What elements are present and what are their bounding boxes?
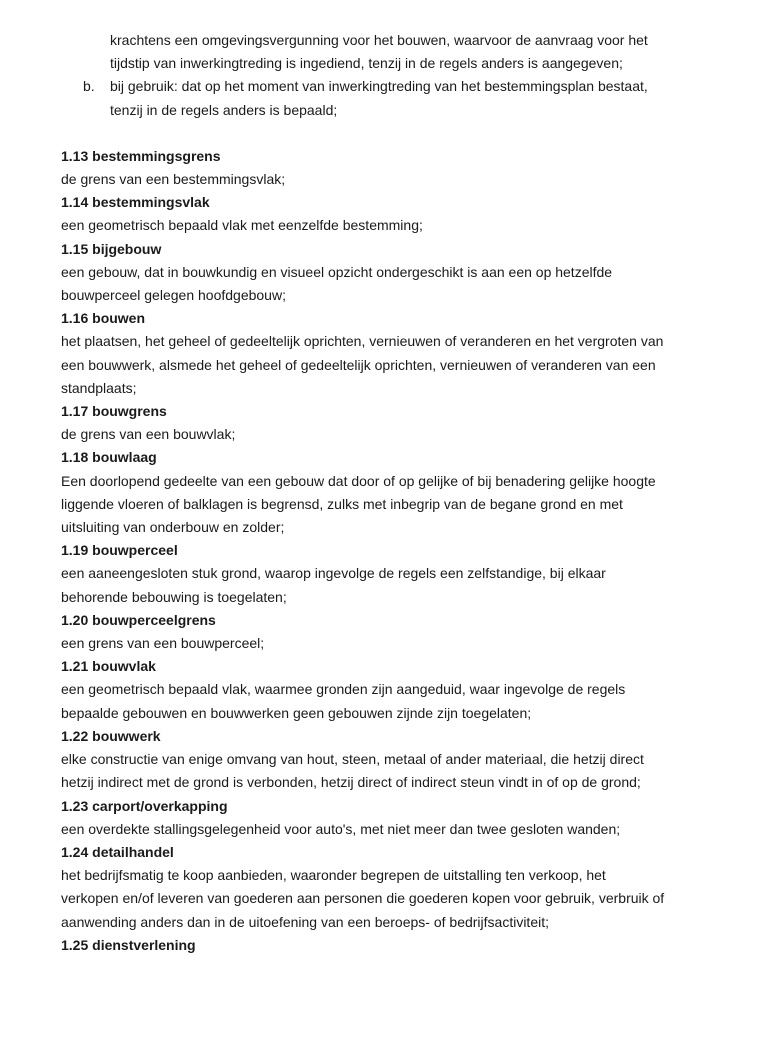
definition-term: 1.14 bestemmingsvlak: [61, 194, 210, 211]
definition-term: 1.16 bouwen: [61, 310, 146, 327]
definition-entry: [61, 400, 701, 446]
definitions-list: [61, 145, 701, 957]
definition-term: 1.17 bouwgrens: [61, 403, 167, 420]
definition-term: 1.24 detailhandel: [61, 843, 174, 860]
definition-text-line: behorende bebouwing is toegelaten;: [61, 588, 287, 605]
definition-text-line: een bouwwerk, alsmede het geheel of gedeeltelijk oprichten, vernieuwen of veranderen van een: [61, 356, 656, 373]
definition-text-line: aanwending anders dan in de uitoefening van een beroeps- of bedrijfsactiviteit;: [61, 913, 549, 930]
definition-entry: [61, 238, 701, 308]
definition-term: 1.21 bouwvlak: [61, 658, 156, 675]
definition-text-line: een grens van een bouwperceel;: [61, 635, 265, 652]
definition-entry: [61, 446, 701, 539]
definition-text-line: hetzij indirect met de grond is verbonden, hetzij direct of indirect steun vindt in of op de grond;: [61, 774, 641, 791]
text-line: tijdstip van inwerkingtreding is ingediend, tenzij in de regels anders is aangegeven;: [110, 55, 623, 72]
definition-text-line: een geometrisch bepaald vlak, waarmee gronden zijn aangeduid, waar ingevolge de regels: [61, 681, 626, 698]
list-item-a-continuation: [61, 29, 701, 75]
text-line: bij gebruik: dat op het moment van inwerkingtreding van het bestemmingsplan bestaat,: [110, 78, 648, 95]
definition-term: 1.23 carport/overkapping: [61, 797, 228, 814]
definition-text-line: bouwperceel gelegen hoofdgebouw;: [61, 287, 286, 304]
definition-text-line: standplaats;: [61, 379, 137, 396]
list-item-b: [61, 75, 701, 121]
definition-text-line: het plaatsen, het geheel of gedeeltelijk oprichten, vernieuwen of veranderen en het vergroten van: [61, 333, 664, 350]
definition-text-line: het bedrijfsmatig te koop aanbieden, waaronder begrepen de uitstalling ten verkoop, het: [61, 867, 606, 884]
definition-entry: [61, 934, 701, 957]
definition-entry: [61, 655, 701, 725]
definition-text-line: liggende vloeren of balklagen is begrensd, zulks met inbegrip van de begane grond en met: [61, 495, 623, 512]
definition-entry: [61, 725, 701, 795]
definition-text-line: een gebouw, dat in bouwkundig en visueel opzicht ondergeschikt is aan een op hetzelfde: [61, 263, 613, 280]
definition-term: 1.25 dienstverlening: [61, 936, 196, 953]
definition-term: 1.20 bouwperceelgrens: [61, 611, 216, 628]
definition-text-line: een overdekte stallingsgelegenheid voor auto's, met niet meer dan twee gesloten wanden;: [61, 820, 621, 837]
definition-entry: [61, 795, 701, 841]
definition-text-line: elke constructie van enige omvang van hout, steen, metaal of ander materiaal, die hetzij direct: [61, 751, 644, 768]
definition-entry: [61, 539, 701, 609]
list-marker: b.: [83, 78, 95, 95]
definition-text-line: uitsluiting van onderbouw en zolder;: [61, 519, 285, 536]
text-line: krachtens een omgevingsvergunning voor het bouwen, waarvoor de aanvraag voor het: [110, 32, 648, 48]
definition-entry: [61, 609, 701, 655]
definition-text-line: een geometrisch bepaald vlak met eenzelfde bestemming;: [61, 217, 423, 234]
definition-term: 1.18 bouwlaag: [61, 449, 157, 466]
definition-entry: [61, 841, 701, 934]
definition-text-line: de grens van een bestemmingsvlak;: [61, 171, 286, 188]
definition-entry: [61, 191, 701, 237]
text-line: tenzij in de regels anders is bepaald;: [110, 101, 338, 118]
definition-term: 1.15 bijgebouw: [61, 240, 162, 257]
definition-entry: [61, 307, 701, 400]
definition-entry: [61, 145, 701, 191]
definition-term: 1.13 bestemmingsgrens: [61, 147, 221, 164]
definition-text-line: een aaneengesloten stuk grond, waarop ingevolge de regels een zelfstandige, bij elkaar: [61, 565, 606, 582]
definition-term: 1.22 bouwwerk: [61, 727, 161, 744]
paragraph-spacer: [61, 122, 701, 145]
definition-text-line: Een doorlopend gedeelte van een gebouw dat door of op gelijke of bij benadering gelijke hoogte: [61, 472, 656, 489]
definition-text-line: de grens van een bouwvlak;: [61, 426, 236, 443]
definition-text-line: verkopen en/of leveren van goederen aan personen die goederen kopen voor gebruik, verbruik of: [61, 890, 665, 907]
definition-text-line: bepaalde gebouwen en bouwwerken geen gebouwen zijnde zijn toegelaten;: [61, 704, 532, 721]
document-page: [61, 29, 701, 957]
definition-term: 1.19 bouwperceel: [61, 542, 178, 559]
